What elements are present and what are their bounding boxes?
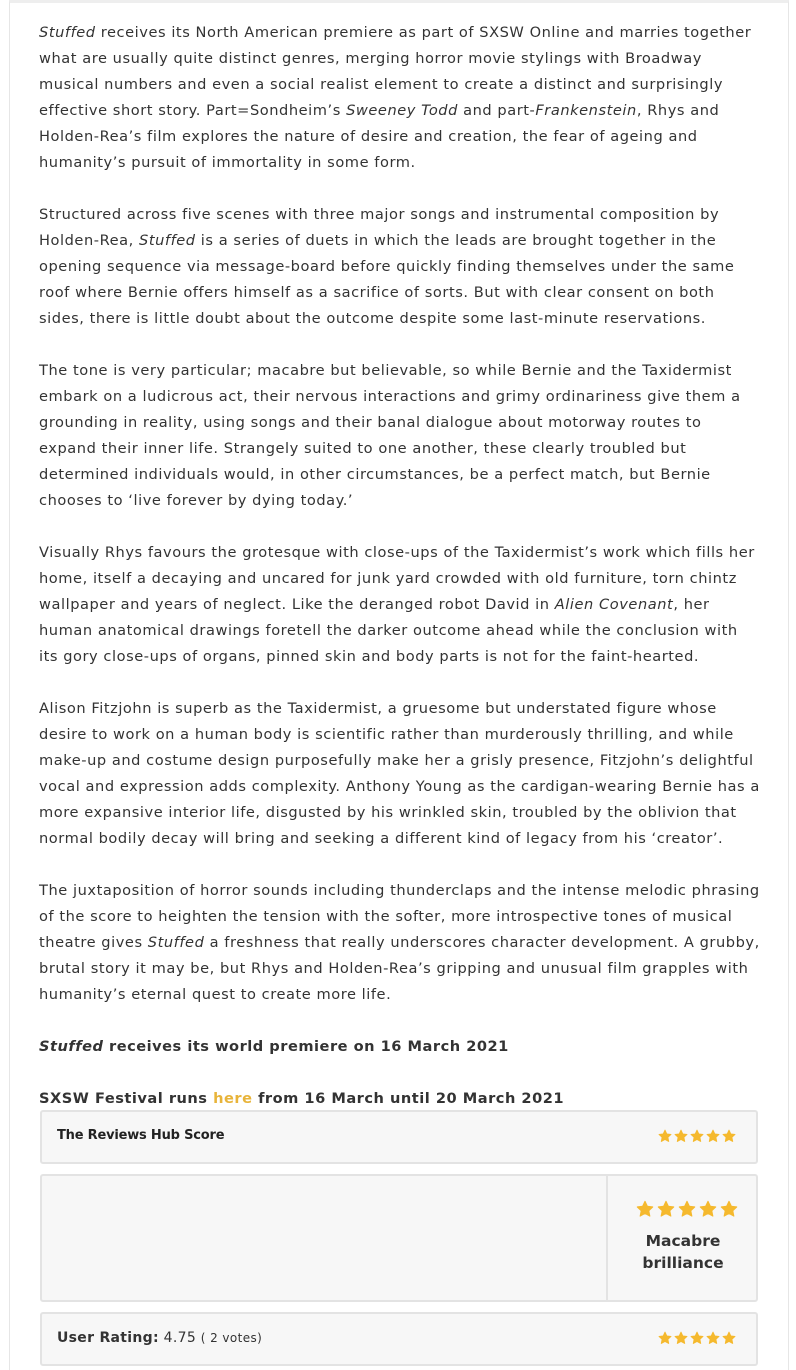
star-icon — [706, 1129, 720, 1143]
star-icon — [674, 1331, 688, 1345]
premiere-note: Stuffed receives its world premiere on 16 March 2021 — [39, 1038, 509, 1055]
star-icon — [636, 1200, 654, 1218]
star-icon — [690, 1129, 704, 1143]
paragraph-3: The tone is very particular; macabre but believable, so while Bernie and the Taxidermist embark on a ludicrous act, their nervous interactions and grimy ordinariness give them a grounding in reality, using songs and their banal dialogue about motorway routes to expand their inner life. Strangely suited to one another, these clearly troubled but determined individuals would, in other circumstances, be a perfect match, but Bernie chooses to ‘live forever by dying today.’ — [39, 362, 741, 509]
verdict-text: Macabre brilliance — [642, 1232, 724, 1272]
user-rating-value: 4.75 — [163, 1330, 197, 1346]
score-label: The Reviews Hub Score — [57, 1128, 225, 1143]
article-body — [39, 20, 761, 1112]
film-title: Stuffed — [39, 24, 96, 41]
star-icon — [674, 1129, 688, 1143]
star-icon — [720, 1200, 738, 1218]
star-icon — [722, 1129, 736, 1143]
paragraph-6: The juxtaposition of horror sounds including thunderclaps and the intense melodic phrasing of the score to heighten the tension with the softer, more introspective tones of musical theatre gives Stuffed a freshness that really underscores character development. A grubby, brutal story it may be, but Rhys and Holden-Rea’s gripping and unusual film grapples with humanity’s eternal quest to create more life. — [39, 882, 760, 1003]
star-icon — [657, 1200, 675, 1218]
verdict-box — [40, 1174, 758, 1302]
user-rating-box — [40, 1312, 758, 1366]
reviews-hub-score-box — [40, 1110, 758, 1164]
star-icon — [706, 1331, 720, 1345]
user-votes: ( 2 votes) — [200, 1331, 263, 1345]
paragraph-1: Stuffed receives its North American premiere as part of SXSW Online and marries together what are usually quite distinct genres, merging horror movie stylings with Broadway musical numbers and even a social realist element to create a distinct and surprisingly effective short story. Part=Sondheim’s Sweeney Todd and part-Frankenstein, Rhys and Holden-Rea’s film explores the nature of desire and creation, the fear of ageing and humanity’s pursuit of immortality in some form. — [39, 24, 752, 171]
star-icon — [658, 1331, 672, 1345]
user-rating: User Rating: 4.75 ( 2 votes) — [57, 1330, 263, 1346]
star-icon — [658, 1129, 672, 1143]
score-stars — [658, 1129, 736, 1143]
star-icon — [678, 1200, 696, 1218]
festival-link[interactable]: here — [213, 1090, 253, 1107]
paragraph-2: Structured across five scenes with three major songs and instrumental composition by Holden-Rea, Stuffed is a series of duets in which the leads are brought together in the opening sequence via message-board before quickly finding themselves under the same roof where Bernie offers himself as a sacrifice of sorts. But with clear consent on both sides, there is little doubt about the outcome despite some last-minute reservations. — [39, 206, 735, 327]
star-icon — [699, 1200, 717, 1218]
star-icon — [690, 1331, 704, 1345]
verdict-panel — [610, 1176, 756, 1300]
festival-note: SXSW Festival runs here from 16 March until 20 March 2021 — [39, 1090, 565, 1107]
paragraph-5: Alison Fitzjohn is superb as the Taxidermist, a gruesome but understated figure whose desire to work on a human body is scientific rather than murderously thrilling, and while make-up and costume design purposefully make her a grisly presence, Fitzjohn’s delightful vocal and expression adds complexity. Anthony Young as the cardigan-wearing Bernie has a more expansive interior life, disgusted by his wrinkled skin, troubled by the oblivion that normal bodily decay will bring and seeking a different kind of legacy from his ‘creator’. — [39, 700, 760, 847]
verdict-summary-area — [42, 1176, 608, 1300]
star-icon — [722, 1331, 736, 1345]
user-rating-stars[interactable] — [658, 1331, 736, 1345]
verdict-stars — [636, 1200, 738, 1218]
paragraph-4: Visually Rhys favours the grotesque with close-ups of the Taxidermist’s work which fills her home, itself a decaying and uncared for junk yard crowded with old furniture, torn chintz wallpaper and years of neglect. Like the deranged robot David in Alien Covenant, her human anatomical drawings foretell the darker outcome ahead while the conclusion with its gory close-ups of organs, pinned skin and body parts is not for the faint-hearted. — [39, 544, 755, 665]
